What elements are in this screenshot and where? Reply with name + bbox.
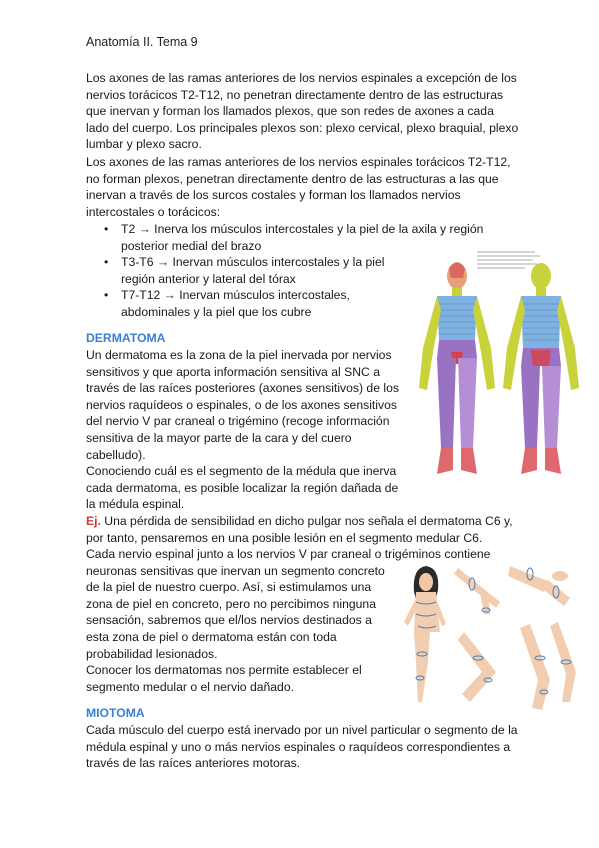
text-line: región anterior y lateral del tórax [121,271,296,286]
text-line: lado del cuerpo. Los principales plexos son: plexo cervical, plexo braquial, plexo [86,120,519,135]
text-line: inervan a través de los surcos costales y forman los llamados nervios [86,188,461,203]
text-line: segmento medular o el nervio dañado. [86,679,294,694]
page-header: Anatomía II. Tema 9 [86,35,198,49]
text-line: sensitivos y que aporta información sensitiva al SNC a [86,364,380,379]
dermatome-body-map [415,248,583,488]
text-line: través de las raíces posteriores (axones sensitivos) de los [86,381,399,396]
back-body-figure [503,263,579,474]
bullet-symbol: • [104,288,109,303]
text-line: de la piel de nuestro cuerpo. Así, si estimulamos una [86,580,372,595]
text-line: nervios torácicos T2-T12, no penetran directamente dentro de las estructuras [86,87,504,102]
text-line: T2 → Inerva los músculos intercostales y la piel de la axila y región [121,222,484,236]
text-line: cada dermatoma, es posible localizar la región dañada de [86,480,399,495]
text-line: T7-T12 → Inervan músculos intercostales, [121,288,350,303]
intro-paragraph-1 [86,70,518,153]
text-line: sensitiva de la mayor parte de la cara y del cuero [86,430,352,445]
text-line: del nervio V par craneal o trigémino (recoge información [86,414,390,429]
dermatoma-paragraph-2 [86,463,398,513]
text-line: Los axones de las ramas anteriores de los nervios espinales torácicos T2-T12, [86,155,511,169]
text-line: no forman plexos, penetran directamente dentro de las estructuras a las que [86,171,499,186]
text-line: posterior medial del brazo [121,238,262,253]
example-label: Ej. [86,514,101,528]
dermatoma-heading: DERMATOMA [86,331,166,345]
text-line: esta zona de piel o dermatoma están con toda [86,629,337,644]
text-line: que inervan y forman los llamados plexos, que son redes de axones a cada [86,104,494,119]
text-line: Un dermatoma es la zona de la piel inervada por nervios [86,348,392,362]
miotoma-paragraph [86,722,518,772]
text-line [86,513,513,530]
text-line: Cada nervio espinal junto a los nervios V par craneal o trigéminos contiene [86,547,491,561]
dermatoma-paragraph-1 [86,347,399,463]
text-line: médula espinal y uno o más nervios espinales o raquídeos correspondientes a [86,739,511,754]
dermatoma-paragraph-4 [86,662,362,695]
text-line: probabilidad lesionados. [86,646,218,661]
text-line: por tanto, pensaremos en una posible lesión en el segmento medular C6. [86,530,483,545]
front-body-figure [419,262,495,474]
text-line: Conociendo cuál es el segmento de la médula que inerva [86,464,397,478]
text-line: Cada músculo del cuerpo está inervado por un nivel particular o segmento de la [86,723,518,737]
text-line: través de las raíces anteriores motoras. [86,756,301,771]
text-line: sensación, sabremos que el/los nervios destinados a [86,613,372,628]
bullet-symbol: • [104,222,109,236]
intro-paragraph-2 [86,154,511,220]
text-line: T3-T6 → Inervan músculos intercostales y la piel [121,255,385,270]
dermatoma-paragraph-3 [86,546,490,662]
text-line: Conocer los dermatomas nos permite establecer el [86,663,362,677]
miotoma-heading: MIOTOMA [86,706,145,720]
text-line: nervios raquídeos o espinales, o de los axones sensitivos [86,397,397,412]
text-line: zona de piel en concreto, pero no percibimos ninguna [86,596,376,611]
example-text: Una pérdida de sensibilidad en dicho pulgar nos señala el dermatoma C6 y, [100,514,513,528]
figure-caption [477,252,540,268]
text-line: la médula espinal. [86,497,185,512]
text-line: cabelludo). [86,447,146,462]
bullet-symbol: • [104,255,109,270]
text-line: lumbar y plexo sacro. [86,137,202,152]
text-line: intercostales o torácicos: [86,204,221,219]
text-line: abdominales y la piel que los cubre [121,304,312,319]
text-line: neuronas sensitivas que inervan un segmento concreto [86,563,385,578]
text-line: Los axones de las ramas anteriores de los nervios espinales a excepción de los [86,71,517,85]
hand-diagram [508,566,570,606]
example-paragraph [86,513,513,546]
